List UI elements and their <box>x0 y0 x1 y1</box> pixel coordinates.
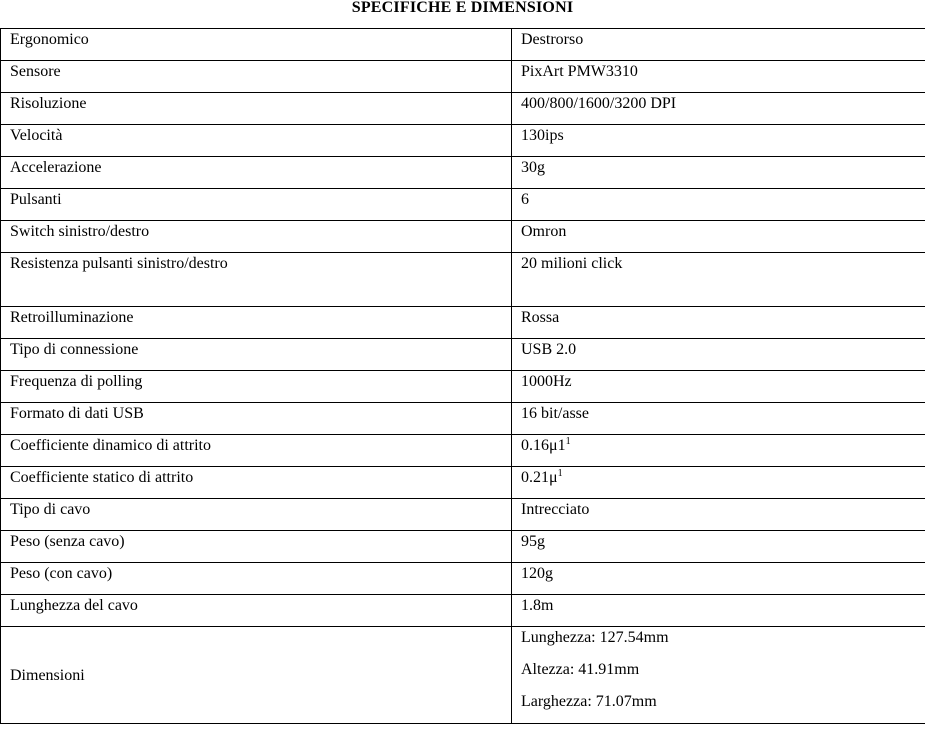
spec-label-cell <box>1 189 512 221</box>
spec-label-cell <box>1 531 512 563</box>
spec-value-cell <box>512 531 925 563</box>
spec-value-wrap <box>521 467 916 488</box>
spec-label: Coefficiente dinamico di attrito <box>10 437 211 454</box>
spec-value: Destrorso <box>521 31 584 48</box>
spec-value: 30g <box>521 159 545 176</box>
dimension-length: Lunghezza: 127.54mm <box>521 629 669 646</box>
spec-value-cell <box>512 221 925 253</box>
table-row <box>1 189 925 221</box>
dimension-height: Altezza: 41.91mm <box>521 661 640 678</box>
spec-value-wrap <box>521 435 916 456</box>
spec-label-cell <box>1 157 512 189</box>
spec-table <box>0 28 925 724</box>
spec-label: Lunghezza del cavo <box>10 597 138 614</box>
spec-value-cell <box>512 93 925 125</box>
spec-value: Intrecciato <box>521 501 590 518</box>
spec-label-cell <box>1 371 512 403</box>
spec-value-cell <box>512 125 925 157</box>
table-row <box>1 595 925 627</box>
spec-label: Dimensioni <box>10 666 85 684</box>
table-row <box>1 563 925 595</box>
spec-value-cell <box>512 29 925 61</box>
table-row <box>1 467 925 499</box>
spec-label: Coefficiente statico di attrito <box>10 469 194 486</box>
spec-value-cell <box>512 189 925 221</box>
spec-value: 20 milioni click <box>521 255 623 272</box>
spec-label: Formato di dati USB <box>10 405 144 422</box>
spec-value: 120g <box>521 565 553 582</box>
spec-value-cell <box>512 563 925 595</box>
spec-value-cell <box>512 499 925 531</box>
table-row <box>1 61 925 93</box>
spec-label-cell <box>1 29 512 61</box>
spec-value-cell <box>512 61 925 93</box>
spec-value: Rossa <box>521 309 560 326</box>
footnote-marker: 1 <box>565 436 571 447</box>
table-row <box>1 499 925 531</box>
table-row <box>1 371 925 403</box>
spec-value-cell <box>512 307 925 339</box>
spec-value-cell <box>512 627 925 724</box>
spec-value-cell <box>512 595 925 627</box>
spec-label: Switch sinistro/destro <box>10 223 150 240</box>
spec-value: 0.21μ <box>521 469 558 486</box>
spec-value-cell <box>512 339 925 371</box>
spec-value-cell <box>512 403 925 435</box>
table-row <box>1 403 925 435</box>
spec-label-cell <box>1 467 512 499</box>
spec-label: Ergonomico <box>10 31 89 48</box>
spec-label-cell <box>1 435 512 467</box>
table-row <box>1 93 925 125</box>
spec-value: 130ips <box>521 127 564 144</box>
spec-value-cell <box>512 435 925 467</box>
spec-label: Tipo di cavo <box>10 501 91 518</box>
spec-label: Risoluzione <box>10 95 87 112</box>
spec-value: 1000Hz <box>521 373 572 390</box>
spec-label-cell <box>1 563 512 595</box>
table-row <box>1 253 925 307</box>
spec-label: Resistenza pulsanti sinistro/destro <box>10 255 228 272</box>
spec-label-cell <box>1 627 512 724</box>
spec-label-cell <box>1 595 512 627</box>
table-row <box>1 29 925 61</box>
spec-label: Pulsanti <box>10 191 62 208</box>
spec-value-cell <box>512 371 925 403</box>
spec-label: Accelerazione <box>10 159 102 176</box>
spec-label-cell <box>1 93 512 125</box>
spec-value: 6 <box>521 191 529 208</box>
table-row <box>1 307 925 339</box>
spec-value: PixArt PMW3310 <box>521 63 638 80</box>
table-row <box>1 157 925 189</box>
spec-label: Peso (senza cavo) <box>10 533 125 550</box>
spec-value: 95g <box>521 533 545 550</box>
spec-value-cell <box>512 467 925 499</box>
spec-value: 0.16μ1 <box>521 437 566 454</box>
spec-label-cell <box>1 339 512 371</box>
spec-label: Tipo di connessione <box>10 341 139 358</box>
spec-label: Sensore <box>10 63 61 80</box>
spec-label: Velocità <box>10 127 63 144</box>
dimension-width: Larghezza: 71.07mm <box>521 693 657 710</box>
table-row <box>1 339 925 371</box>
spec-value: USB 2.0 <box>521 341 577 358</box>
spec-label-cell <box>1 307 512 339</box>
table-row-dimensions <box>1 627 925 724</box>
spec-label: Retroilluminazione <box>10 309 134 326</box>
spec-label-cell <box>1 499 512 531</box>
table-row <box>1 531 925 563</box>
spec-label: Frequenza di polling <box>10 373 143 390</box>
table-row <box>1 435 925 467</box>
footnote-marker: 1 <box>557 468 563 479</box>
spec-label-cell <box>1 253 512 307</box>
spec-label-cell <box>1 403 512 435</box>
spec-label-cell <box>1 125 512 157</box>
spec-value: Omron <box>521 223 567 240</box>
spec-value: 1.8m <box>521 597 554 614</box>
table-row <box>1 125 925 157</box>
spec-value: 400/800/1600/3200 DPI <box>521 95 677 112</box>
spec-value-cell <box>512 157 925 189</box>
spec-value: 16 bit/asse <box>521 405 589 422</box>
spec-label-cell <box>1 61 512 93</box>
table-row <box>1 221 925 253</box>
document-title: SPECIFICHE E DIMENSIONI <box>351 0 574 16</box>
spec-value-cell <box>512 253 925 307</box>
spec-label: Peso (con cavo) <box>10 565 113 582</box>
spec-label-cell <box>1 221 512 253</box>
